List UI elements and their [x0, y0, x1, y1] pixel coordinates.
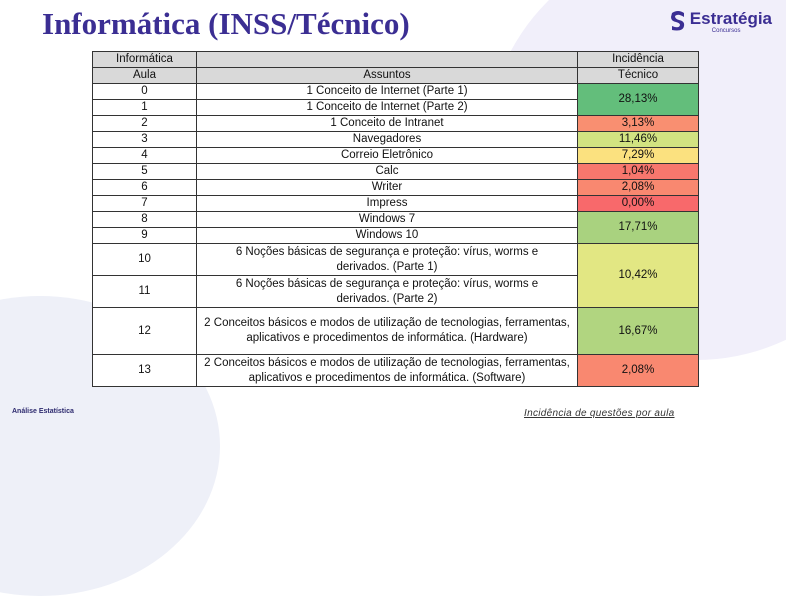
table-row	[93, 196, 699, 212]
aula-cell: 12	[93, 308, 197, 355]
table-row	[93, 212, 699, 228]
assunto-cell: Navegadores	[197, 132, 578, 148]
footer-analysis-label: Análise Estatística	[12, 408, 74, 415]
assunto-cell: Writer	[197, 180, 578, 196]
estrategia-logo-icon	[670, 10, 686, 32]
table-row	[93, 132, 699, 148]
table-row	[93, 116, 699, 132]
table-row	[93, 148, 699, 164]
table-row	[93, 244, 699, 276]
header-tecnico: Técnico	[578, 68, 699, 84]
incidence-cell: 16,67%	[578, 308, 699, 355]
incidence-cell: 7,29%	[578, 148, 699, 164]
header-assuntos: Assuntos	[197, 68, 578, 84]
header-informatica: Informática	[93, 52, 197, 68]
aula-cell: 5	[93, 164, 197, 180]
table-row	[93, 180, 699, 196]
assunto-cell: 2 Conceitos básicos e modos de utilização de tecnologias, ferramentas, aplicativos e procedimentos de informática. (Software)	[197, 355, 578, 387]
incidence-cell: 2,08%	[578, 355, 699, 387]
aula-cell: 11	[93, 276, 197, 308]
aula-cell: 6	[93, 180, 197, 196]
estrategia-logo	[670, 10, 772, 36]
aula-cell: 4	[93, 148, 197, 164]
assunto-cell: 1 Conceito de Internet (Parte 1)	[197, 84, 578, 100]
assunto-cell: 6 Noções básicas de segurança e proteção: vírus, worms e derivados. (Parte 1)	[197, 244, 578, 276]
assunto-cell: 1 Conceito de Internet (Parte 2)	[197, 100, 578, 116]
logo-wordmark: Estratégia	[689, 9, 772, 28]
incidence-cell: 28,13%	[578, 84, 699, 116]
slide-title: Informática (INSS/Técnico)	[42, 6, 410, 41]
incidence-cell: 10,42%	[578, 244, 699, 308]
assunto-cell: Calc	[197, 164, 578, 180]
table-row	[93, 355, 699, 387]
aula-cell: 13	[93, 355, 197, 387]
assunto-cell: 1 Conceito de Intranet	[197, 116, 578, 132]
table-row	[93, 164, 699, 180]
aula-cell: 7	[93, 196, 197, 212]
incidence-cell: 3,13%	[578, 116, 699, 132]
aula-cell: 10	[93, 244, 197, 276]
header-aula: Aula	[93, 68, 197, 84]
aula-cell: 3	[93, 132, 197, 148]
header-blank	[197, 52, 578, 68]
logo-subtitle: Concursos	[711, 28, 741, 34]
incidence-cell: 11,46%	[578, 132, 699, 148]
assunto-cell: 6 Noções básicas de segurança e proteção: vírus, worms e derivados. (Parte 2)	[197, 276, 578, 308]
incidence-cell: 0,00%	[578, 196, 699, 212]
header-incidencia: Incidência	[578, 52, 699, 68]
assunto-cell: Windows 10	[197, 228, 578, 244]
incidence-cell: 2,08%	[578, 180, 699, 196]
assunto-cell: 2 Conceitos básicos e modos de utilização de tecnologias, ferramentas, aplicativos e procedimentos de informática. (Hardware)	[197, 308, 578, 355]
footer-caption: Incidência de questões por aula	[524, 408, 675, 419]
aula-cell: 8	[93, 212, 197, 228]
assunto-cell: Correio Eletrônico	[197, 148, 578, 164]
aula-cell: 2	[93, 116, 197, 132]
table-row	[93, 84, 699, 100]
aula-cell: 1	[93, 100, 197, 116]
table-header-row	[93, 52, 699, 68]
incidence-cell: 17,71%	[578, 212, 699, 244]
aula-cell: 0	[93, 84, 197, 100]
incidence-cell: 1,04%	[578, 164, 699, 180]
assunto-cell: Impress	[197, 196, 578, 212]
assunto-cell: Windows 7	[197, 212, 578, 228]
aula-cell: 9	[93, 228, 197, 244]
table-subheader-row	[93, 68, 699, 84]
incidence-table	[92, 51, 699, 387]
table-row	[93, 308, 699, 355]
